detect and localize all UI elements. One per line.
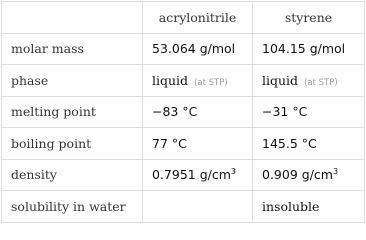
exponent-superscript: 3 [230, 167, 236, 177]
row-label-boiling-point: boiling point [2, 128, 143, 160]
value-styrene-boiling-point: 145.5 °C [253, 128, 365, 160]
properties-table [1, 1, 365, 223]
table-row-molar-mass [2, 33, 365, 65]
phase-value-text: liquid [262, 72, 299, 88]
header-row [2, 2, 365, 34]
row-label-melting-point: melting point [2, 96, 143, 128]
row-label-molar-mass: molar mass [2, 33, 143, 65]
row-label-density: density [2, 159, 143, 191]
table-row-solubility [2, 191, 365, 223]
value-acrylonitrile-density [143, 159, 253, 191]
phase-note-text: (at STP) [194, 77, 228, 88]
value-acrylonitrile-molar-mass: 53.064 g/mol [143, 33, 253, 65]
comparison-table-container [1, 1, 365, 223]
phase-note-text: (at STP) [304, 77, 338, 88]
value-acrylonitrile-solubility [143, 191, 253, 223]
density-value-text: 0.909 g/cm [262, 167, 333, 183]
phase-value-text: liquid [152, 72, 189, 88]
table-row-density [2, 159, 365, 191]
density-value-text: 0.7951 g/cm [152, 167, 231, 183]
table-row-boiling-point [2, 128, 365, 160]
exponent-superscript: 3 [332, 167, 339, 177]
column-header-styrene: styrene [253, 2, 365, 34]
column-header-acrylonitrile: acrylonitrile [143, 2, 253, 34]
value-styrene-phase [253, 65, 365, 97]
table-row-phase [2, 65, 365, 97]
row-label-phase: phase [2, 65, 143, 97]
value-acrylonitrile-boiling-point: 77 °C [143, 128, 253, 160]
value-acrylonitrile-melting-point: −83 °C [143, 96, 253, 128]
value-styrene-solubility: insoluble [253, 191, 365, 223]
table-row-melting-point [2, 96, 365, 128]
value-acrylonitrile-phase [143, 65, 253, 97]
header-empty-cell [2, 2, 143, 34]
row-label-solubility: solubility in water [2, 191, 143, 223]
value-styrene-melting-point: −31 °C [253, 96, 365, 128]
value-styrene-density [253, 159, 365, 191]
value-styrene-molar-mass: 104.15 g/mol [253, 33, 365, 65]
